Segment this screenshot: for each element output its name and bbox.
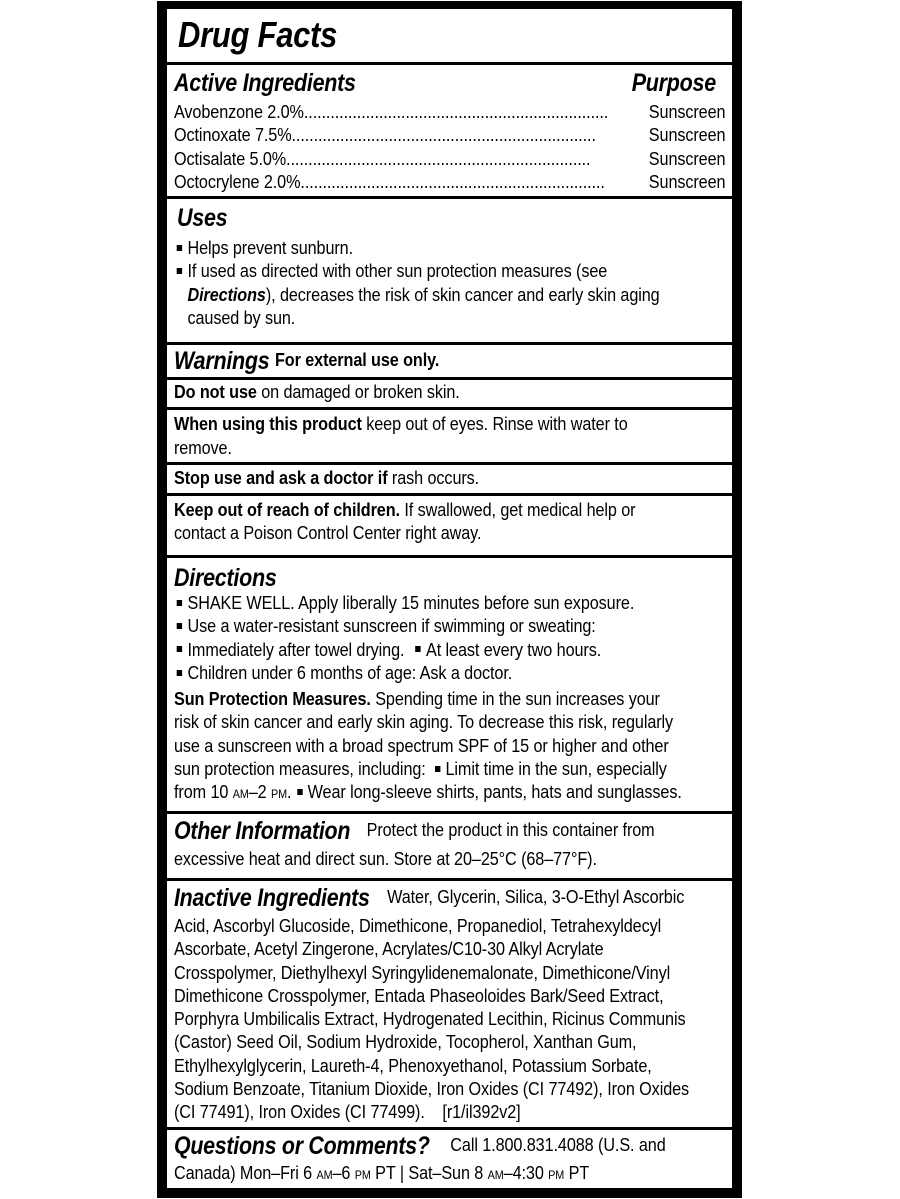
inactive-ingredients-line: Water, Glycerin, Silica, 3-O-Ethyl Ascorbic (387, 887, 685, 908)
keep-out-text: contact a Poison Control Center right away. (174, 523, 482, 544)
directions-reference: Directions (187, 284, 266, 305)
bullet-icon (177, 268, 182, 274)
when-using-text: remove. (174, 437, 232, 458)
inactive-ingredients-line: Ethylhexylglycerin, Laureth-4, Phenoxyethanol, Potassium Sorbate, (174, 1055, 652, 1076)
am-label: AM (487, 1168, 504, 1182)
ingredient-name: Octisalate 5.0% (174, 148, 287, 169)
pm-label: PM (354, 1168, 371, 1182)
inactive-ingredients-line: Porphyra Umbilicalis Extract, Hydrogenated Lecithin, Ricinus Communis (174, 1009, 686, 1030)
uses-line: If used as directed with other sun protection measures (see (187, 261, 608, 282)
leader-dots: ..................................................................... (303, 102, 609, 122)
am-label: AM (316, 1168, 333, 1182)
other-information-text: excessive heat and direct sun. Store at 20–25°C (68–77°F). (174, 849, 597, 869)
drug-facts-panel (157, 1, 742, 1198)
when-using-text: keep out of eyes. Rinse with water to (361, 414, 628, 435)
inactive-ingredients-line: (CI 77491), Iron Oxides (CI 77499). [r1/il392v2] (174, 1102, 521, 1123)
bullet-icon (415, 646, 420, 652)
warnings-heading: Warnings (174, 347, 270, 375)
do-not-use-text: on damaged or broken skin. (256, 382, 460, 402)
inactive-ingredients-line: Crosspolymer, Diethylhexyl Syringylidenemalonate, Dimethicone/Vinyl (174, 962, 671, 983)
when-using-label: When using this product (174, 414, 362, 435)
inactive-ingredients-section (167, 881, 732, 1127)
questions-text: Call 1.800.831.4088 (U.S. and (450, 1135, 666, 1156)
directions-line: Immediately after towel drying. (187, 639, 405, 660)
directions-line: Children under 6 months of age: Ask a doctor. (187, 662, 513, 683)
ingredient-purpose: Sunscreen (648, 148, 726, 169)
ingredient-name: Avobenzone 2.0% (174, 102, 304, 122)
sun-protection-text: Limit time in the sun, especially (445, 759, 667, 780)
ingredient-name: Octinoxate 7.5% (174, 125, 292, 146)
other-information-heading: Other Information (174, 817, 351, 845)
bullet-icon (297, 789, 302, 795)
sun-protection-label: Sun Protection Measures. (174, 689, 371, 710)
questions-text: PT (564, 1163, 590, 1183)
questions-text: PT | Sat–Sun 8 (370, 1163, 488, 1183)
uses-section (167, 199, 732, 342)
ingredient-purpose: Sunscreen (648, 125, 726, 146)
uses-heading: Uses (177, 204, 228, 232)
keep-out-label: Keep out of reach of children. (174, 500, 400, 521)
keep-out-text: If swallowed, get medical help or (399, 500, 636, 521)
active-ingredient-row (174, 148, 725, 171)
bullet-icon (435, 766, 440, 772)
sun-protection-text: sun protection measures, including: (174, 759, 426, 780)
active-ingredients-section (167, 65, 732, 196)
questions-section (167, 1130, 732, 1188)
uses-line: caused by sun. (187, 307, 296, 328)
uses-line: ), decreases the risk of skin cancer and early skin aging (265, 284, 660, 305)
other-information-text: Protect the product in this container from (366, 820, 655, 841)
bullet-icon (177, 670, 182, 676)
do-not-use-label: Do not use (174, 382, 257, 402)
active-ingredients-heading: Active Ingredients (174, 69, 356, 97)
ingredient-purpose: Sunscreen (648, 171, 726, 192)
questions-text: Canada) Mon–Fri 6 (174, 1163, 317, 1183)
ingredient-purpose: Sunscreen (648, 102, 726, 122)
bullet-icon (177, 600, 182, 606)
pm-label: PM (271, 787, 288, 802)
drug-facts-title: Drug Facts (178, 14, 338, 55)
questions-heading: Questions or Comments? (174, 1132, 430, 1160)
leader-dots: ..................................................................... (291, 125, 596, 146)
stop-use-text: rash occurs. (387, 467, 480, 488)
am-label: AM (232, 787, 249, 802)
sun-protection-text: risk of skin cancer and early skin aging. To decrease this risk, regularly (174, 712, 674, 733)
warnings-subhead: For external use only. (275, 350, 440, 371)
uses-line: Helps prevent sunburn. (187, 238, 354, 258)
inactive-ingredients-line: Acid, Ascorbyl Glucoside, Dimethicone, Propanediol, Tetrahexyldecyl (174, 916, 662, 936)
other-information-section (167, 814, 732, 878)
leader-dots: ..................................................................... (286, 148, 591, 169)
sun-protection-text: . (287, 782, 292, 803)
questions-text: –4:30 (503, 1163, 549, 1183)
pm-label: PM (548, 1168, 565, 1182)
directions-heading: Directions (174, 564, 277, 592)
inactive-ingredients-line: Sodium Benzoate, Titanium Dioxide, Iron Oxides (CI 77492), Iron Oxides (174, 1079, 690, 1100)
bullet-icon (177, 646, 182, 652)
active-ingredient-row (174, 101, 725, 124)
sun-protection-text: use a sunscreen with a broad spectrum SPF of 15 or higher and other (174, 735, 669, 756)
bullet-icon (177, 623, 182, 629)
stop-use-label: Stop use and ask a doctor if (174, 467, 388, 488)
directions-line: SHAKE WELL. Apply liberally 15 minutes before sun exposure. (187, 593, 635, 613)
leader-dots: ..................................................................... (300, 171, 605, 192)
sun-protection-text: Spending time in the sun increases your (370, 689, 660, 710)
inactive-ingredients-heading: Inactive Ingredients (174, 884, 370, 912)
active-ingredient-row (174, 171, 725, 194)
directions-section (167, 558, 732, 811)
sun-protection-text: –2 (248, 782, 272, 803)
sun-protection-text: Wear long-sleeve shirts, pants, hats and sunglasses. (307, 782, 682, 803)
directions-line: At least every two hours. (426, 639, 602, 660)
ingredient-name: Octocrylene 2.0% (174, 171, 301, 192)
inactive-ingredients-line: Dimethicone Crosspolymer, Entada Phaseoloides Bark/Seed Extract, (174, 985, 664, 1006)
title-section (167, 9, 732, 62)
inactive-ingredients-line: Ascorbate, Acetyl Zingerone, Acrylates/C10-30 Alkyl Acrylate (174, 939, 604, 960)
questions-text: –6 (332, 1163, 355, 1183)
purpose-heading: Purpose (631, 69, 716, 97)
sun-protection-text: from 10 (174, 782, 233, 803)
active-ingredient-row (174, 124, 725, 147)
bullet-icon (177, 245, 182, 251)
directions-line: Use a water-resistant sunscreen if swimming or sweating: (187, 616, 596, 637)
inactive-ingredients-line: (Castor) Seed Oil, Sodium Hydroxide, Tocopherol, Xanthan Gum, (174, 1032, 637, 1053)
warnings-section (167, 345, 732, 555)
